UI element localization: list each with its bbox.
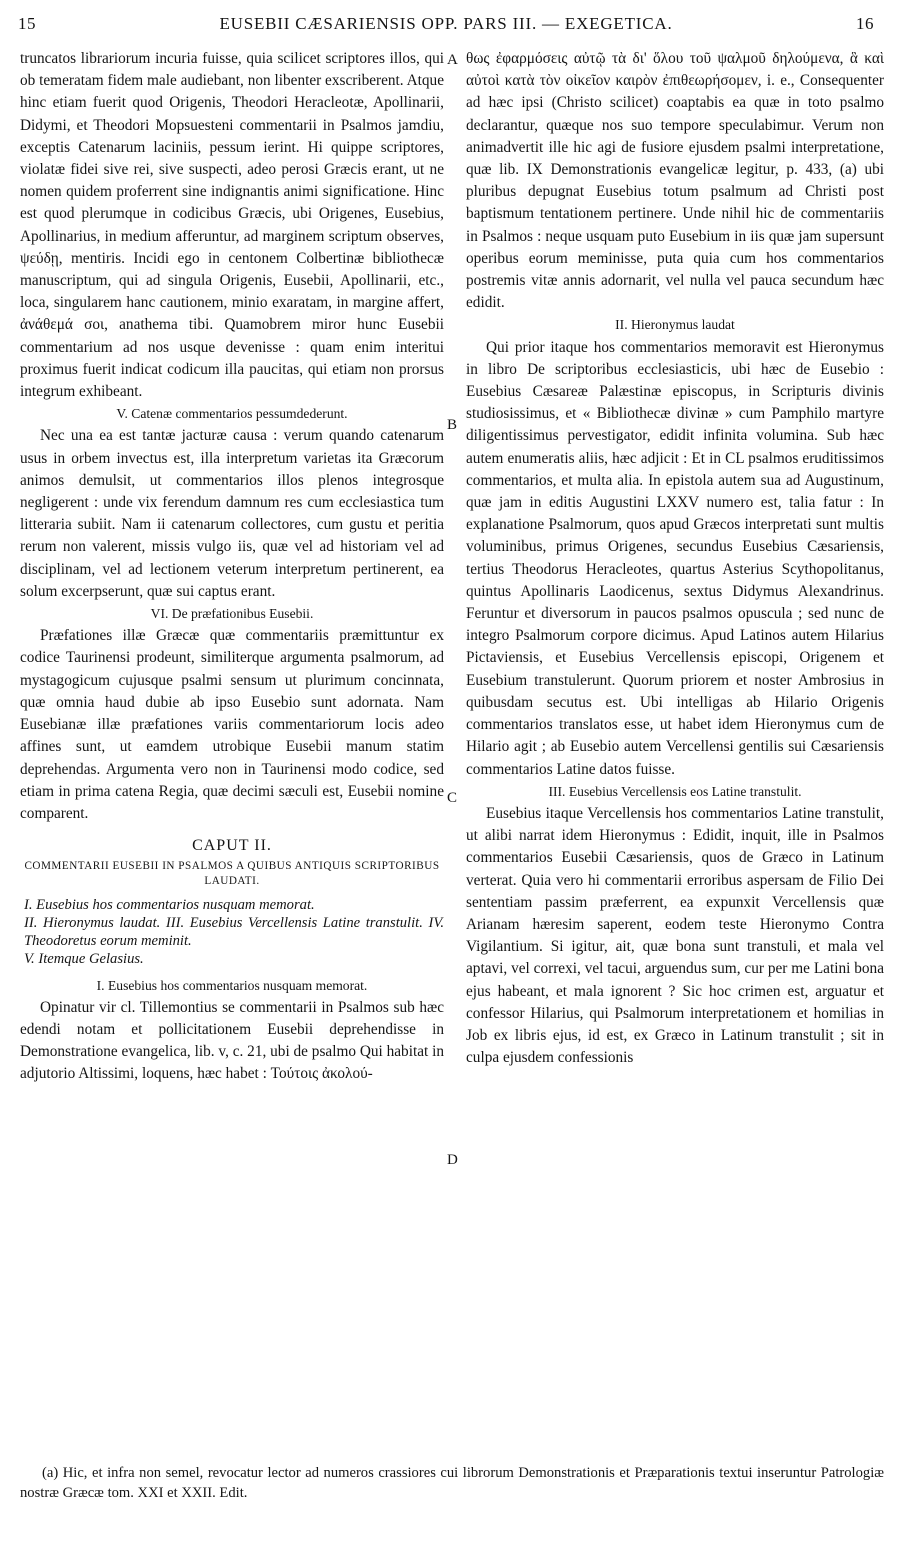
footnote-text: (a) Hic, et infra non semel, revocatur lector ad numeros crassiores cui librorum Demonstrationis et Præparationis textui inseruntur Patrologiæ nostræ Græcæ tom. XXI et XXII. Edit.	[20, 1465, 884, 1501]
chapter-subtitle: COMMENTARII EUSEBII IN PSALMOS A QUIBUS ANTIQUIS SCRIPTORIBUS LAUDATI.	[24, 860, 440, 888]
section-heading-v: V. Catenæ commentarios pessumdederunt.	[116, 406, 348, 422]
margin-letter-a: A	[447, 52, 458, 68]
section-heading-i: I. Eusebius hos commentarios nusquam memorat.	[96, 977, 368, 993]
margin-letter-d: D	[447, 1152, 458, 1168]
left-paragraph-1: truncatos librariorum incuria fuisse, quia scilicet scriptores illos, qui ob temeratam fidem male audiebant, non libenter exscriberent. Atque hinc etiam fuerit quod Origenis, Theodori Heracleotæ, Apollinarii, Didymi, et Theodori Mopsuesteni commentarii in Psalmos jamdiu, exceptis Catenarum laciniis, pessum ierint. Hi quippe scriptores, violatæ fidei sive rei, sive suspecti, adeo perosi Græcis erant, ut ne nomen quidem proferrent sine indignantis animi significatione. Hinc est quod plerumque in codicibus Græcis, ubi Origenes, Eusebius, Apollinarius, in medium afferuntur, ad marginem scriptum observes, ψεύδῃ, mentiris. Incidi ego in centonem Colbertinæ bibliothecæ manuscriptum, qui ad singula Origenis, Eusebii, Apollinarii, etc., loca, singularem hanc cautionem, minio exaratam, in margine affert, ἀνάθεμά σοι, anathema tibi. Quamobrem miror hunc Eusebii commentarium ad nos usque devenisse : quam enim interitui proximus fuerit indicat codicum illa paucitas, qui etiam non prorsus integrum exhibeant.	[20, 50, 444, 401]
right-page-number: 16	[856, 14, 874, 33]
margin-letter-c: C	[447, 790, 458, 806]
summary-line-3: V. Itemque Gelasius.	[24, 950, 144, 967]
footnote	[20, 1463, 884, 1503]
right-paragraph-2: Qui prior itaque hos commentarios memoravit est Hieronymus in libro De scriptoribus ecclesiasticis, ubi hæc de Eusebio : Eusebius Cæsareæ Palæstinæ episcopus, in Scripturis divinis studiosissimus, et « Bibliothecæ divinæ » cum Pamphilo martyre diligentissimus pervestigator, edidit infinita volumina. Sub hæc autem enumeratis aliis, hæc adjicit : Et in CL psalmos eruditissimos commentarios, et multa alia. In epistola autem sua ad Augustinum, quæ jam in editis Augustini LXXV numero est, talia fatur : In explanatione Psalmorum, quos apud Græcos interpretati sunt multis voluminibus, primus Origenes, secundus Eusebius Cæsariensis, tertius Theodorus Heracleotes, quartus Asterius Scythopolitanus, quintus Apollinaris Laodicenus, sextus Didymus Alexandrinus. Feruntur et diversorum in paucos psalmos opuscula ; sed nunc de integro Psalmorum corpore dicimus. Apud Latinos autem Hilarius Pictaviensis, et Eusebius Vercellensis episcopi, Origenem et Eusebium transtulerunt. Quorum priorem et noster Ambrosius in quibusdam secutus est. Ubi intelligas ab Hilario Origenis commentarios translatos esse, ut habet idem Hieronymus cum de Hilario agit ; ab Eusebio autem Vercellensi gentilis sui Cæsariensis commentarios Latine datos fuisse.	[466, 338, 884, 778]
left-column	[20, 48, 444, 1086]
right-paragraph-1: θως ἐφαρμόσεις αὐτῷ τὰ δι' ὅλου τοῦ ψαλμοῦ δηλούμενα, ἃ καὶ αὐτοὶ κατὰ τὸν οἰκεῖον καιρὸν ἐπιθεωρήσομεν, i. e., Consequenter ad hæc ipsi (Christo scilicet) coaptabis ea quæ in toto psalmo declarantur, quæque nos suo tempore speculabimur. Verum non animadvertit ille hic agi de fusiore ejusdem psalmi interpretatione, quæ lib. IX Demonstrationis evangelicæ legitur, p. 433, (a) ubi pluribus depugnat Eusebius totum psalmum ad Christi post baptismum tentationem pertinere. Unde nihil hic de commentariis in Psalmos : neque usquam puto Eusebium in iis quæ jam supersunt operibus eorum meminisse, puta quia cum hos commentarios postremis vitæ annis adornarit, vel nulla vel pauca secundum hæc edidit.	[466, 50, 884, 312]
section-heading-ii: II. Hieronymus laudat	[615, 317, 735, 333]
left-paragraph-2: Nec una ea est tantæ jacturæ causa : verum quando catenarum usus in orbem invectus est, illa interpretum varietas ita Græcorum animos demulsit, ut commentarios illos plenos integrosque negligerent : unde vix ferendum damnum res cum ecclesiastica tum litteraria subiit. Nam ii catenarum collectores, cum gustu et peritia rerum non valerent, missis vulgo iis, quæ vel ad historiam vel ad disciplinam, vel ad lectionem veterum interpretum pertinerent, ea solum excerpserunt, quæ sui captus erant.	[20, 427, 444, 600]
left-paragraph-4: Opinatur vir cl. Tillemontius se commentarii in Psalmos sub hæc edendi notam et pollicitationem Eusebii deprehendisse in Demonstratione evangelica, lib. v, c. 21, ubi de psalmo Qui habitat in adjutorio Altissimi, loquens, hæc habet : Τούτοις ἀκολού-	[20, 998, 444, 1083]
chapter-heading: CAPUT II.	[192, 837, 272, 855]
running-title: EUSEBII CÆSARIENSIS OPP. PARS III. — EXEGETICA.	[219, 14, 673, 33]
right-column	[466, 48, 884, 1069]
running-header	[18, 14, 874, 42]
left-paragraph-3: Præfationes illæ Græcæ quæ commentariis præmittuntur ex codice Taurinensi prodeunt, similiterque argumenta psalmorum, ad mystagogicum cujusque psalmi sensum ut plurimum concinnata, quæ omnia haud dubie ab ipso Eusebio sunt adornata. Nam Eusebianæ illæ præfationes variis commentariorum locis adeo affines sunt, ut eamdem utrobique Eusebii manum statim deprehendas. Argumenta vero non in Taurinensi modo codice, sed etiam in prima catena Regia, quæ decimi sæculi est, Eusebii nomine comparent.	[20, 627, 444, 822]
summary-line-2: II. Hieronymus laudat. III. Eusebius Vercellensis Latine transtulit. IV. Theodoretus eorum meminit.	[24, 915, 444, 949]
left-page-number: 15	[18, 14, 36, 33]
summary-line-1: I. Eusebius hos commentarios nusquam memorat.	[24, 897, 315, 914]
chapter-summary	[20, 897, 444, 968]
margin-letter-b: B	[447, 417, 458, 433]
section-heading-iii: III. Eusebius Vercellensis eos Latine transtulit.	[548, 783, 802, 799]
right-paragraph-3: Eusebius itaque Vercellensis hos commentarios Latine transtulit, ut alibi narrat idem Hieronymus : Edidit, inquit, ille in Psalmos commentarios Eusebii Cæsariensis, quos de Græco in Latinum verterat. Quia vero hi commentarii erroribus aspersam de Filio Dei sententiam passim præferrent, ea expunxit Vercellensis quæ Arianam hæresim saperent, eodem teste Hieronymo Contra Vigilantium. Si igitur, ait, quæ bona sunt transtuli, et mala vel aptavi, vel correxi, vel tacui, arguendus sum, cur per me Latini bona ejus habeant, et mala ignorent ? Sic hoc crimen est, arguatur et confessor Hilarius, qui Psalmorum interpretationem et homilias in Job ex libris ejus, id est, ex Græco in Latinum transtulit ; sit in culpa ejusdem confessionis	[466, 804, 884, 1067]
section-heading-vi: VI. De præfationibus Eusebii.	[150, 606, 314, 622]
